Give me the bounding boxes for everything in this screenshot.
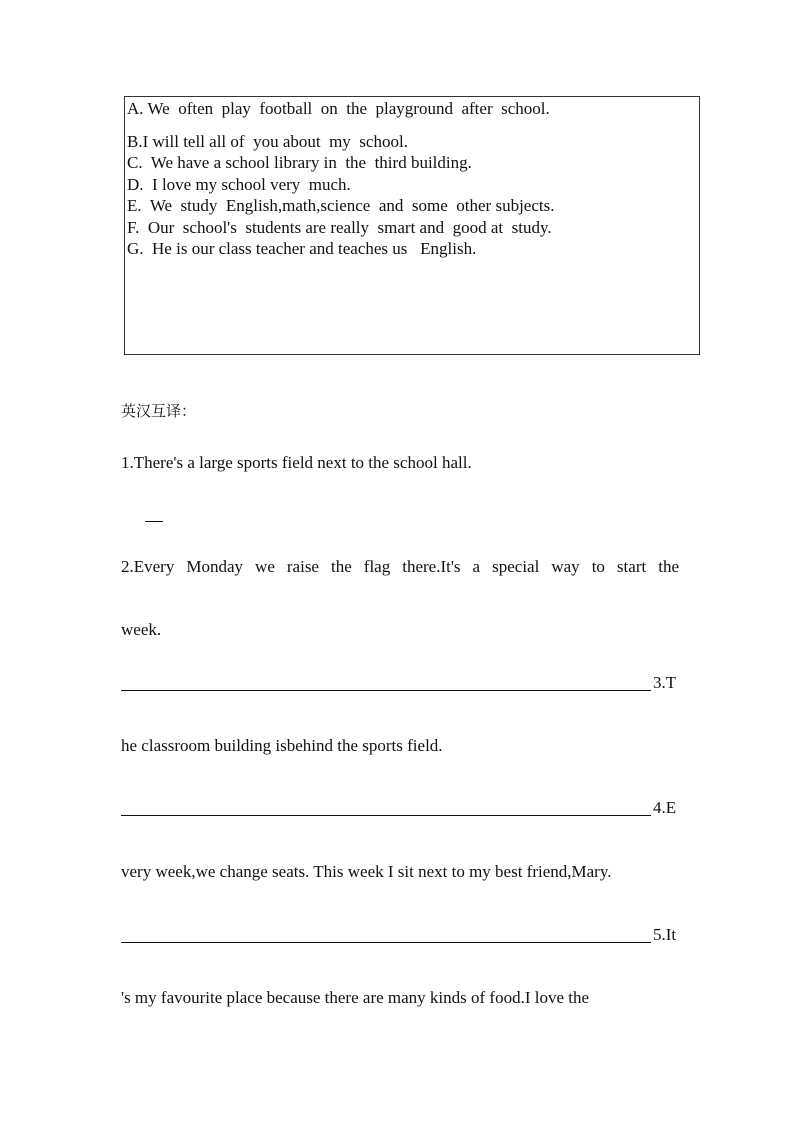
options-box: [124, 96, 700, 355]
option-b: B.I will tell all of you about my school.: [127, 132, 408, 151]
question-4-cont: very week,we change seats. This week I sit next to my best friend,Mary.: [121, 862, 612, 881]
answer-line: [121, 690, 651, 691]
option-a: A. We often play football on the playground after school.: [127, 99, 550, 118]
question-5-cont: 's my favourite place because there are many kinds of food.I love the: [121, 988, 590, 1007]
question-2-line-1: 2.Every Monday we raise the flag there.It's a special way to start the: [121, 557, 679, 576]
question-3-cont: he classroom building isbehind the sports field.: [121, 736, 443, 755]
question-5-start: 5.It: [653, 925, 677, 944]
answer-row-4: [121, 924, 681, 946]
answer-dash: [145, 521, 163, 522]
question-4-start: 4.E: [653, 798, 677, 817]
answer-row-3: [121, 797, 681, 819]
option-f: F. Our school's students are really smart and good at study.: [127, 218, 552, 237]
option-g: G. He is our class teacher and teaches us English.: [127, 239, 477, 258]
section-heading: 英汉互译：: [121, 402, 197, 420]
option-c: C. We have a school library in the third building.: [127, 153, 472, 172]
answer-line: [121, 815, 651, 816]
option-e: E. We study English,math,science and some other subjects.: [127, 196, 555, 215]
question-2-line-2: week.: [121, 620, 162, 639]
question-1: 1.There's a large sports field next to the school hall.: [121, 453, 472, 472]
option-d: D. I love my school very much.: [127, 175, 351, 194]
answer-row-2: [121, 672, 681, 694]
answer-line: [121, 942, 651, 943]
question-3-start: 3.T: [653, 673, 677, 692]
